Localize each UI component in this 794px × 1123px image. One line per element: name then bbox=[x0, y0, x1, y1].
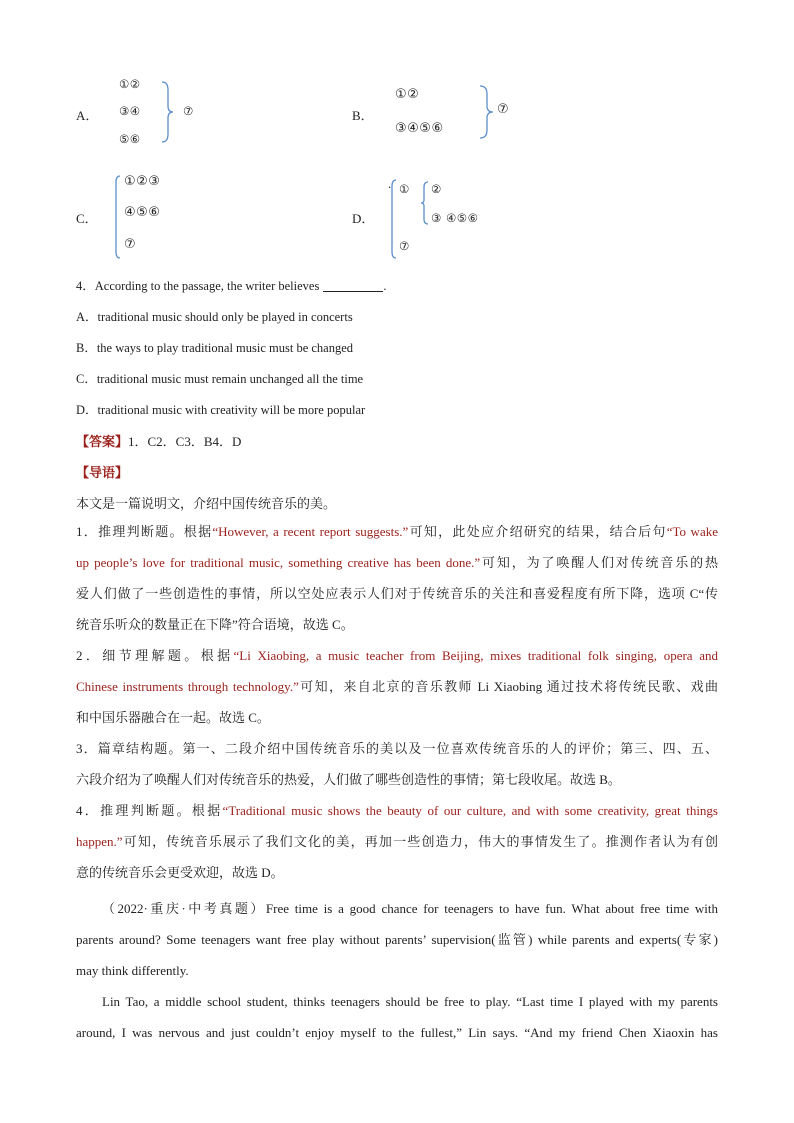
question-4-option-c: C．traditional music must remain unchanged all the time bbox=[76, 372, 364, 386]
option-d-bracket-outer bbox=[388, 178, 398, 260]
option-a-group-2: ③④ bbox=[119, 104, 141, 118]
expl-1-quote-2-start: “To wake bbox=[666, 524, 718, 539]
option-d-label: D． bbox=[352, 211, 375, 226]
expl-1-mid: 可知，此处应介绍研究的结果，结合后句 bbox=[408, 524, 667, 539]
answer-tag: 【答案】 bbox=[76, 434, 129, 449]
explanation-3-line-1: 3．篇章结构题。第一、二段介绍中国传统音乐的美以及一位喜欢传统音乐的人的评价；第三、四、五、 bbox=[76, 741, 718, 756]
passage-p1-line-2: parents around? Some teenagers want free play without parents’ supervision(监管) while parents and experts(专家) bbox=[76, 932, 718, 947]
guide-tag: 【导语】 bbox=[76, 465, 129, 480]
option-d-group-3: ⑦ bbox=[399, 239, 410, 253]
passage-p2-line-2: around, I was nervous and just couldn’t enjoy myself to the fullest,” Lin says. “And my friend Chen Xiaoxin has bbox=[76, 1025, 718, 1040]
expl-1-quote-1: “However, a recent report suggests.” bbox=[212, 524, 409, 539]
option-a-bracket bbox=[160, 80, 174, 144]
question-4-period: . bbox=[383, 279, 387, 293]
question-4-option-d: D．traditional music with creativity will be more popular bbox=[76, 403, 366, 417]
expl-2-quote-start: “Li Xiaobing, a music teacher from Beijing, mixes traditional folk singing, opera and bbox=[233, 648, 718, 663]
option-b-result: ⑦ bbox=[497, 102, 510, 117]
guide-text: 本文是一篇说明文，介绍中国传统音乐的美。 bbox=[76, 496, 337, 511]
explanation-1-line-1 bbox=[76, 516, 718, 547]
option-d-sub-1: ② bbox=[431, 182, 442, 196]
option-a-group-3: ⑤⑥ bbox=[119, 132, 141, 146]
option-d-bracket-inner bbox=[420, 180, 430, 226]
option-d-sub-2: ③ ④⑤⑥ bbox=[431, 211, 479, 225]
expl-4-quote-end: happen.” bbox=[76, 834, 123, 849]
question-4-stem-text: 4．According to the passage, the writer believes bbox=[76, 279, 320, 293]
expl-4-prefix: 4．推理判断题。根据 bbox=[76, 803, 223, 818]
option-c-group-3: ⑦ bbox=[124, 237, 137, 252]
option-c-label: C． bbox=[76, 211, 98, 226]
option-c-group-1: ①②③ bbox=[124, 174, 161, 189]
explanation-2-line-3: 和中国乐器融合在一起。故选 C。 bbox=[76, 710, 270, 725]
passage-p2-line-1: Lin Tao, a middle school student, thinks teenagers should be free to play. “Last time I played with my parents bbox=[102, 994, 718, 1009]
question-4-option-b: B．the ways to play traditional music must be changed bbox=[76, 341, 354, 355]
explanation-4-line-2 bbox=[76, 826, 718, 857]
answer-line bbox=[76, 431, 241, 450]
passage-p1-line-3: may think differently. bbox=[76, 963, 189, 978]
expl-1-prefix: 1．推理判断题。根据 bbox=[76, 524, 213, 539]
option-a-group-1: ①② bbox=[119, 77, 141, 91]
passage-p1-start: Free time is a good chance for teenagers to have fun. What about free time with bbox=[265, 901, 718, 916]
option-c-bracket bbox=[112, 174, 122, 260]
explanation-2-line-1 bbox=[76, 640, 718, 671]
explanation-1-line-4: 统音乐听众的数量正在下降”符合语境，故选 C。 bbox=[76, 617, 354, 632]
explanation-4-line-3: 意的传统音乐会更受欢迎，故选 D。 bbox=[76, 865, 284, 880]
option-b-label: B． bbox=[352, 108, 374, 123]
answer-blank bbox=[323, 279, 383, 292]
passage-p1-line-1 bbox=[76, 893, 718, 924]
explanation-4-line-1 bbox=[76, 795, 718, 826]
explanation-2-line-2 bbox=[76, 671, 718, 702]
expl-1-text-2: 可知，为了唤醒人们对传统音乐的热 bbox=[480, 555, 718, 570]
option-b-group-2: ③④⑤⑥ bbox=[395, 121, 444, 136]
option-d-group-1: ① bbox=[399, 182, 410, 196]
expl-2-quote-end: Chinese instruments through technology.” bbox=[76, 679, 299, 694]
question-4-option-a: A．traditional music should only be played in concerts bbox=[76, 310, 353, 324]
question-4-stem bbox=[76, 276, 386, 294]
option-c-group-2: ④⑤⑥ bbox=[124, 205, 161, 220]
expl-1-quote-2-end: up people’s love for traditional music, something creative has been done.” bbox=[76, 555, 481, 570]
explanation-1-line-2 bbox=[76, 547, 718, 578]
option-a-result: ⑦ bbox=[183, 104, 194, 118]
option-b-group-1: ①② bbox=[395, 87, 420, 102]
explanation-3-line-2: 六段介绍为了唤醒人们对传统音乐的热爱，人们做了哪些创造性的事情；第七段收尾。故选 B。 bbox=[76, 772, 621, 787]
option-a-label: A． bbox=[76, 108, 99, 123]
expl-2-prefix: 2．细节理解题。根据 bbox=[76, 648, 234, 663]
expl-4-text: 可知，传统音乐展示了我们文化的美，再加一些创造力，伟大的事情发生了。推测作者认为有创 bbox=[122, 834, 718, 849]
option-d-dot: . bbox=[388, 176, 392, 191]
passage-source: （2022·重庆·中考真题） bbox=[102, 901, 266, 916]
expl-4-quote-start: “Traditional music shows the beauty of our culture, and with some creativity, great things bbox=[222, 803, 718, 818]
expl-2-text: 可知，来自北京的音乐教师 Li Xiaobing 通过技术将传统民歌、戏曲 bbox=[298, 679, 718, 694]
option-b-bracket bbox=[478, 84, 494, 140]
explanation-1-line-3: 爱人们做了一些创造性的事情，所以空处应表示人们对于传统音乐的关注和喜爱程度有所下降，选项 C“传 bbox=[76, 586, 718, 601]
answer-text: 1．C2．C3．B4．D bbox=[128, 434, 242, 449]
